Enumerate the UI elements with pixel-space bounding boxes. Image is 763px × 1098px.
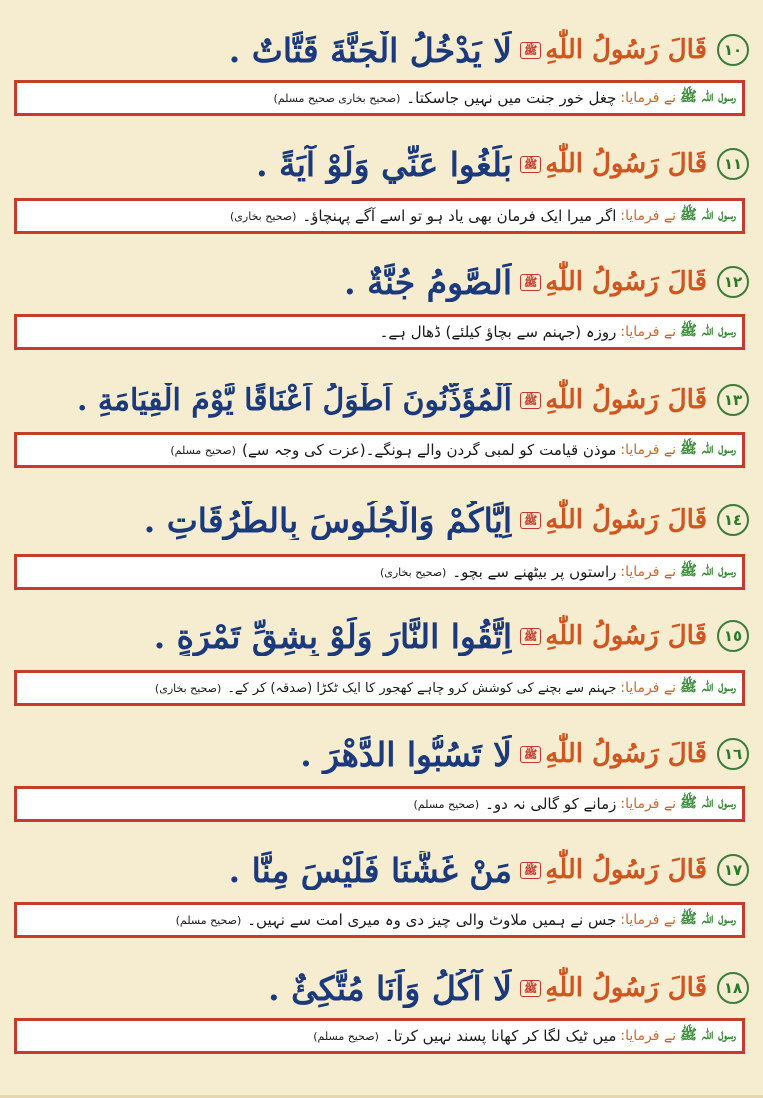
hadith-line: [10, 254, 749, 310]
rasool-allah-label: رسول اللہ ﷺ: [680, 563, 736, 579]
hadith-line: [10, 960, 749, 1016]
qaal-rasool-label: قَالَ رَسُولُ اللّٰهِ: [545, 739, 707, 769]
salawat-mark: ﷺ: [520, 274, 541, 291]
rasool-allah-label: رسول اللہ ﷺ: [680, 679, 736, 695]
translation-box: [14, 432, 745, 468]
hadith-reference: (صحیح مسلم): [170, 443, 236, 457]
urdu-translation: جہنم سے بچنے کی کوشش کرو چاہے کھجور کا ایک ٹکڑا (صدقہ) کر کے۔: [227, 680, 617, 696]
hadith-arabic-text: اِتَّقُوا النَّارَ وَلَوْ بِشِقِّ تَمْرَةٍ .: [153, 616, 512, 656]
rasool-allah-label: رسول اللہ ﷺ: [680, 323, 736, 339]
hadith-arabic-text: لَا يَدْخُلُ الْجَنَّةَ قَتَّاتٌ .: [228, 30, 512, 70]
farmaya-label: نے فرمایا:: [620, 680, 676, 696]
farmaya-label: نے فرمایا:: [620, 442, 676, 458]
hadith-number: ١١: [717, 148, 749, 180]
hadith-arabic-text: اَلْمُؤَذِّنُونَ اَطْوَلُ اَعْنَاقًا يَّوْمَ الْقِيَامَةِ .: [76, 382, 512, 418]
rasool-allah-label: رسول اللہ ﷺ: [680, 795, 736, 811]
hadith-reference: (صحیح بخاری صحیح مسلم): [273, 91, 401, 105]
hadith-line: [10, 372, 749, 428]
hadith-number: ١٤: [717, 504, 749, 536]
translation-box: [14, 80, 745, 116]
qaal-rasool-label: قَالَ رَسُولُ اللّٰهِ: [545, 267, 707, 297]
hadith-line: [10, 492, 749, 548]
translation-box: [14, 670, 745, 706]
hadith-reference: (صحیح بخاری): [154, 681, 222, 695]
salawat-mark: ﷺ: [520, 746, 541, 763]
hadith-line: [10, 136, 749, 192]
salawat-mark: ﷺ: [520, 980, 541, 997]
farmaya-label: نے فرمایا:: [620, 90, 676, 106]
qaal-rasool-label: قَالَ رَسُولُ اللّٰهِ: [545, 149, 707, 179]
salawat-mark: ﷺ: [520, 156, 541, 173]
farmaya-label: نے فرمایا:: [620, 324, 676, 340]
farmaya-label: نے فرمایا:: [620, 796, 676, 812]
qaal-rasool-label: قَالَ رَسُولُ اللّٰهِ: [545, 385, 707, 415]
qaal-rasool-label: قَالَ رَسُولُ اللّٰهِ: [545, 621, 707, 651]
urdu-translation: موذن قیامت کو لمبی گردن والے ہونگے۔(عزت کی وجہ سے): [241, 441, 617, 459]
rasool-allah-label: رسول اللہ ﷺ: [680, 89, 736, 105]
hadith-number: ١٨: [717, 972, 749, 1004]
hadith-arabic-text: مَنْ غَشَّنَا فَلَيْسَ مِنَّا .: [228, 850, 512, 890]
hadith-number: ١٧: [717, 854, 749, 886]
salawat-mark: ﷺ: [520, 628, 541, 645]
urdu-translation: جس نے ہمیں ملاوٹ والی چیز دی وہ میری امت سے نہیں۔: [247, 911, 617, 929]
hadith-number: ١٦: [717, 738, 749, 770]
hadith-number: ١٣: [717, 384, 749, 416]
translation-box: [14, 314, 745, 350]
farmaya-label: نے فرمایا:: [620, 1028, 676, 1044]
translation-box: [14, 554, 745, 590]
rasool-allah-label: رسول اللہ ﷺ: [680, 1027, 736, 1043]
urdu-translation: چغل خور جنت میں نہیں جاسکتا۔: [406, 89, 617, 107]
hadith-line: [10, 842, 749, 898]
farmaya-label: نے فرمایا:: [620, 912, 676, 928]
farmaya-label: نے فرمایا:: [620, 208, 676, 224]
hadith-line: [10, 608, 749, 664]
urdu-translation: میں ٹیک لگا کر کھانا پسند نہیں کرتا۔: [384, 1027, 617, 1045]
qaal-rasool-label: قَالَ رَسُولُ اللّٰهِ: [545, 973, 707, 1003]
hadith-arabic-text: اِيَّاكُمْ وَالْجُلُوسَ بِالطُّرُقَاتِ .: [143, 500, 512, 540]
urdu-translation: راستوں پر بیٹھنے سے بچو۔: [452, 563, 617, 581]
salawat-mark: ﷺ: [520, 392, 541, 409]
salawat-mark: ﷺ: [520, 512, 541, 529]
hadith-reference: (صحیح مسلم): [413, 797, 480, 811]
rasool-allah-label: رسول اللہ ﷺ: [680, 911, 736, 927]
qaal-rasool-label: قَالَ رَسُولُ اللّٰهِ: [545, 505, 707, 535]
salawat-mark: ﷺ: [520, 42, 541, 59]
qaal-rasool-label: قَالَ رَسُولُ اللّٰهِ: [545, 35, 707, 65]
hadith-reference: (صحیح بخاری): [379, 565, 447, 579]
rasool-allah-label: رسول اللہ ﷺ: [680, 441, 736, 457]
urdu-translation: روزہ (جہنم سے بچاؤ کیلئے) ڈھال ہے۔: [379, 323, 617, 341]
hadith-arabic-text: بَلِّغُوا عَنِّي وَلَوْ آيَةً .: [256, 144, 512, 184]
hadith-reference: (صحیح بخاری): [230, 209, 297, 223]
urdu-translation: زمانے کو گالی نہ دو۔: [485, 795, 617, 813]
hadith-number: ١٥: [717, 620, 749, 652]
hadith-number: ١٢: [717, 266, 749, 298]
hadith-reference: (صحیح مسلم): [175, 913, 242, 927]
rasool-allah-label: رسول اللہ ﷺ: [680, 207, 736, 223]
hadith-number: ١٠: [717, 34, 749, 66]
urdu-translation: اگر میرا ایک فرمان بھی یاد ہو تو اسے آگے پہنچاؤ۔: [302, 207, 617, 225]
qaal-rasool-label: قَالَ رَسُولُ اللّٰهِ: [545, 855, 707, 885]
salawat-mark: ﷺ: [520, 862, 541, 879]
hadith-arabic-text: لَا آكُلُ وَاَنَا مُتَّكِئٌ .: [268, 968, 512, 1008]
farmaya-label: نے فرمایا:: [620, 564, 676, 580]
hadith-arabic-text: لَا تَسُبُّوا الدَّهْرَ .: [300, 734, 512, 774]
translation-box: [14, 198, 745, 234]
translation-box: [14, 1018, 745, 1054]
translation-box: [14, 786, 745, 822]
hadith-line: [10, 22, 749, 78]
hadith-arabic-text: اَلصَّومُ جُنَّةٌ .: [344, 262, 512, 302]
translation-box: [14, 902, 745, 938]
hadith-line: [10, 726, 749, 782]
hadith-reference: (صحیح مسلم): [313, 1029, 379, 1043]
